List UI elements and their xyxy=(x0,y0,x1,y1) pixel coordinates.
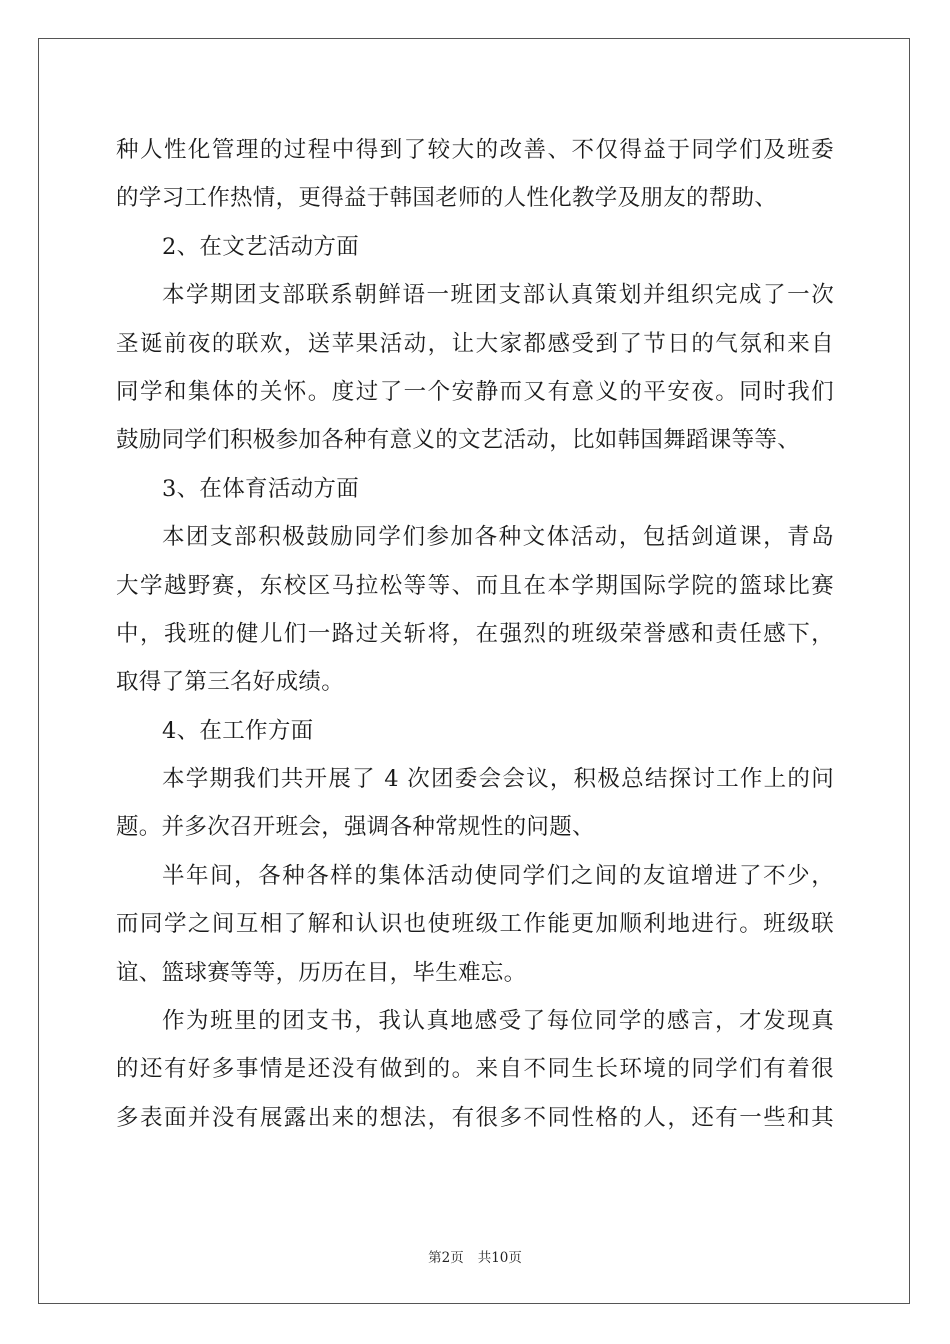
text-line: 中，我班的健儿们一路过关斩将，在强烈的班级荣誉感和责任感下， xyxy=(116,620,834,647)
text-line: 同学和集体的关怀。度过了一个安静而又有意义的平安夜。同时我们 xyxy=(116,378,834,405)
text-line: 谊、篮球赛等等，历历在目，毕生难忘。 xyxy=(116,959,527,986)
page-footer xyxy=(0,1246,950,1266)
text-line: 本学期团支部联系朝鲜语一班团支部认真策划并组织完成了一次 xyxy=(162,282,834,309)
text-line: 的还有好多事情是还没有做到的。来自不同生长环境的同学们有着很 xyxy=(116,1056,834,1083)
page-number: 第2页 xyxy=(428,1250,464,1266)
document-body xyxy=(116,126,834,1142)
text-line: 大学越野赛，东校区马拉松等等、而且在本学期国际学院的篮球比赛 xyxy=(116,572,834,599)
text-line: 本团支部积极鼓励同学们参加各种文体活动，包括剑道课，青岛 xyxy=(162,524,834,551)
text-line: 种人性化管理的过程中得到了较大的改善、不仅得益于同学们及班委 xyxy=(116,137,834,163)
text-line: 而同学之间互相了解和认识也使班级工作能更加顺利地进行。班级联 xyxy=(116,911,834,938)
text-line: 题。并多次召开班会，强调各种常规性的问题、 xyxy=(116,814,595,841)
text-line: 4、在工作方面 xyxy=(162,717,314,744)
text-line: 的学习工作热情，更得益于韩国老师的人性化教学及朋友的帮助、 xyxy=(116,185,778,212)
text-line: 多表面并没有展露出来的想法，有很多不同性格的人，还有一些和其 xyxy=(116,1104,834,1131)
text-line: 半年间，各种各样的集体活动使同学们之间的友谊增进了不少， xyxy=(162,862,834,889)
text-line: 3、在体育活动方面 xyxy=(162,475,360,502)
text-line: 本学期我们共开展了 4 次团委会会议，积极总结探讨工作上的问 xyxy=(162,766,834,793)
page-total: 共10页 xyxy=(477,1250,522,1266)
text-line: 鼓励同学们积极参加各种有意义的文艺活动，比如韩国舞蹈课等等、 xyxy=(116,427,801,454)
text-line: 作为班里的团支书，我认真地感受了每位同学的感言，才发现真 xyxy=(162,1008,834,1035)
text-line: 取得了第三名好成绩。 xyxy=(116,669,345,696)
text-line: 2、在文艺活动方面 xyxy=(162,233,360,260)
text-line: 圣诞前夜的联欢，送苹果活动，让大家都感受到了节日的气氛和来自 xyxy=(116,330,834,357)
